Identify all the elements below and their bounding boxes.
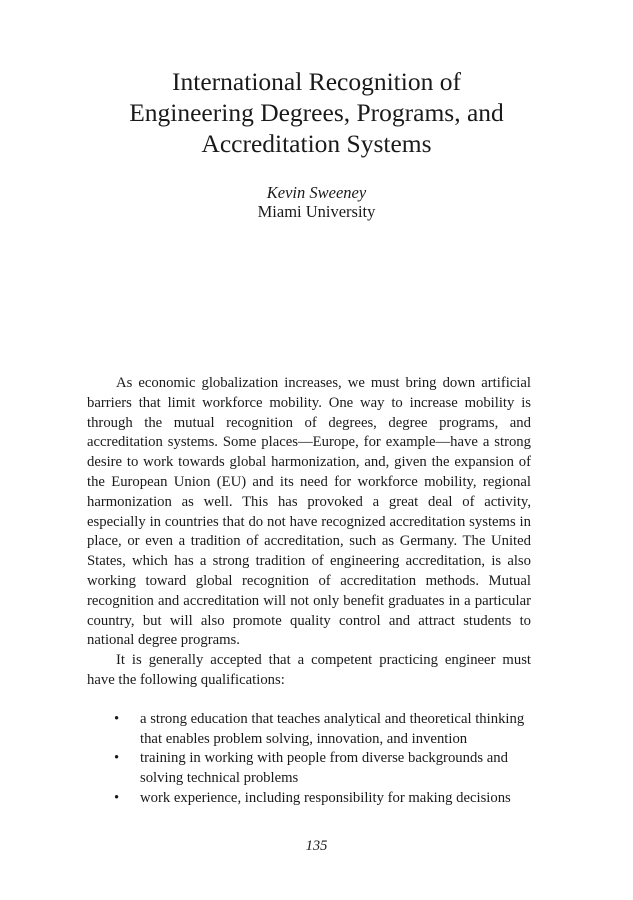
body-text xyxy=(87,374,531,809)
chapter-title xyxy=(60,66,573,159)
paragraph: It is generally accepted that a competent practicing engineer must have the following qualifications: xyxy=(87,652,531,688)
author-block xyxy=(60,183,573,221)
page-number: 135 xyxy=(305,838,328,854)
author-affiliation: Miami University xyxy=(257,202,376,221)
list-item xyxy=(87,710,531,750)
bullet-icon: • xyxy=(114,710,120,727)
list-item-text: a strong education that teaches analytical and theoretical thinking that enables problem solving, innovation, and invention xyxy=(140,710,525,747)
chapter-title-line-2: Engineering Degrees, Programs, and xyxy=(129,98,504,127)
list-item xyxy=(87,789,531,809)
paragraph: As economic globalization increases, we must bring down artificial barriers that limit workforce mobility. One way to increase mobility is through the mutual recognition of degrees, degree programs, and accreditation systems. Some places—Europe, for example—have a strong desire to work towards global harmonization, and, given the expansion of the European Union (EU) and its need for workforce mobility, regional harmonization as well. This has provoked a great deal of activity, especially in countries that do not have recognized accreditation systems in place, or even a tradition of accreditation, such as Germany. The United States, which has a strong tradition of engineering accreditation, is also working toward global recognition of accreditation methods. Mutual recognition and accreditation will not only benefit graduates in a particular country, but will also promote quality control and attract students to national degree programs. xyxy=(87,375,531,649)
author-name: Kevin Sweeney xyxy=(266,183,367,202)
chapter-title-line-1: International Recognition of xyxy=(172,67,461,96)
qualifications-list xyxy=(87,710,531,809)
bullet-icon: • xyxy=(114,750,120,767)
list-item-text: work experience, including responsibility for making decisions xyxy=(140,789,511,806)
chapter-title-line-3: Accreditation Systems xyxy=(201,129,432,158)
list-item xyxy=(87,749,531,789)
bullet-icon: • xyxy=(114,789,120,806)
list-item-text: training in working with people from diverse backgrounds and solving technical problems xyxy=(140,750,508,787)
